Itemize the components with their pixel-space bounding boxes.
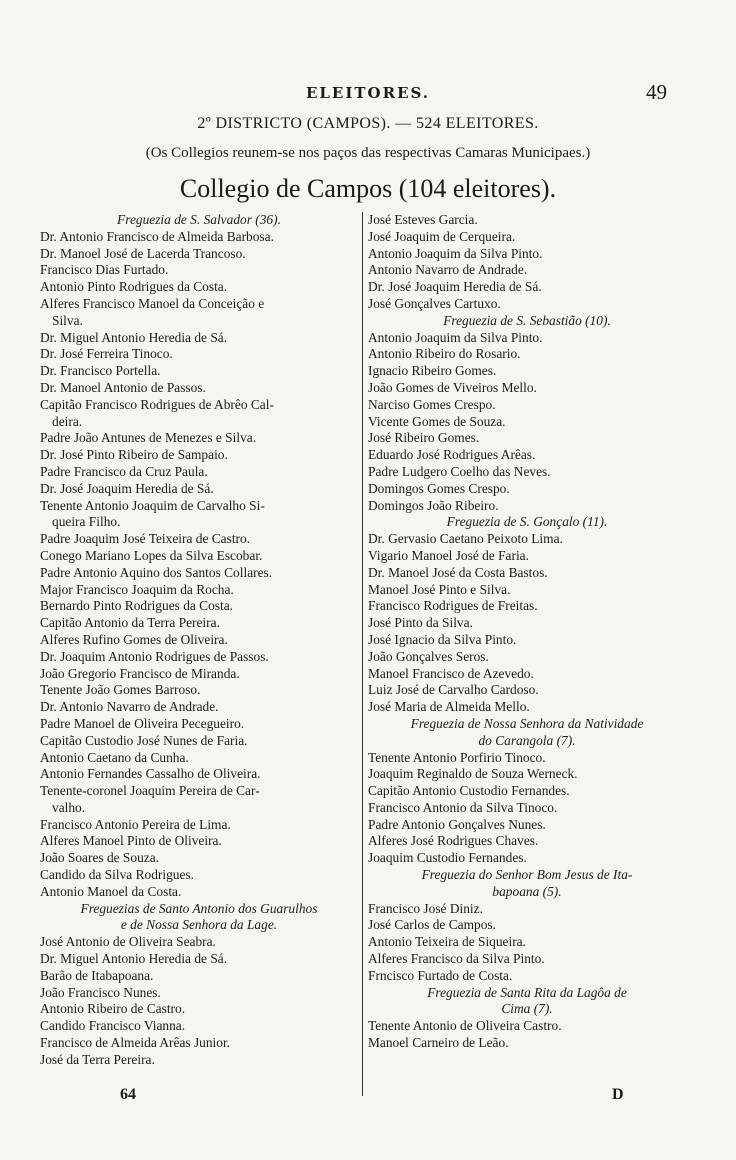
elector-name: João Gregorio Francisco de Miranda. xyxy=(40,665,240,681)
elector-name: Narciso Gomes Crespo. xyxy=(368,396,496,412)
elector-name: Domingos João Ribeiro. xyxy=(368,497,499,513)
elector-name: Dr. Miguel Antonio Heredia de Sá. xyxy=(40,329,228,345)
elector-name: Dr. Francisco Portella. xyxy=(40,363,161,379)
elector-name: Tenente Antonio Porfirio Tinoco. xyxy=(368,749,546,765)
elector-name: Frncisco Furtado de Costa. xyxy=(368,967,513,983)
elector-name: Francisco José Diniz. xyxy=(368,900,483,916)
elector-name: Major Francisco Joaquim da Rocha. xyxy=(40,581,234,597)
elector-name: Manoel Francisco de Azevedo. xyxy=(368,665,534,681)
elector-name-continued: queira Filho. xyxy=(52,514,121,530)
elector-name: Capitão Antonio da Terra Pereira. xyxy=(40,615,220,631)
elector-name: José Ignacio da Silva Pinto. xyxy=(368,631,517,647)
parish-heading: Freguezia de Santa Rita da Lagôa de xyxy=(427,984,627,1000)
elector-name: Francisco Antonio Pereira de Lima. xyxy=(40,816,231,832)
elector-name: Padre Joaquim José Teixeira de Castro. xyxy=(40,531,251,547)
elector-name: Dr. Gervasio Caetano Peixoto Lima. xyxy=(368,531,563,547)
elector-name: Dr. José Joaquim Heredia de Sá. xyxy=(40,480,214,496)
parish-heading: Freguezia de S. Salvador (36). xyxy=(117,212,281,227)
right-column xyxy=(362,212,686,1096)
elector-name: Dr. Manoel José de Lacerda Trancoso. xyxy=(40,245,246,261)
elector-name: Dr. José Ferreira Tinoco. xyxy=(40,346,173,362)
parish-heading: Freguezia de S. Gonçalo (11). xyxy=(446,514,608,530)
elector-name: Tenente Antonio de Oliveira Castro. xyxy=(368,1018,562,1034)
meeting-note: (Os Collegios reunem-se nos paços das respectivas Camaras Municipaes.) xyxy=(145,145,591,161)
elector-name: Alferes Francisco da Silva Pinto. xyxy=(368,951,545,967)
page-number: 49 xyxy=(646,80,667,104)
elector-name: Capitão Antonio Custodio Fernandes. xyxy=(368,783,570,799)
left-column xyxy=(40,212,358,1069)
signature-letter: D xyxy=(612,1086,624,1103)
elector-name: Padre Ludgero Coelho das Neves. xyxy=(368,463,551,479)
elector-name: Manoel Carneiro de Leão. xyxy=(368,1035,509,1051)
parish-heading: Freguezias de Santo Antonio dos Guarulhos xyxy=(80,900,318,916)
signature-number: 64 xyxy=(120,1086,136,1103)
parish-heading: Freguezia do Senhor Bom Jesus de Ita- xyxy=(421,867,633,883)
elector-name-continued: deira. xyxy=(52,413,83,429)
elector-name: José Ribeiro Gomes. xyxy=(368,430,480,446)
elector-name: Alferes José Rodrigues Chaves. xyxy=(368,833,539,849)
elector-name: João Francisco Nunes. xyxy=(40,984,161,1000)
page-header xyxy=(0,80,736,110)
elector-name: Eduardo José Rodrigues Arêas. xyxy=(368,447,536,463)
elector-name: Alferes Francisco Manoel da Conceição e xyxy=(40,295,265,311)
elector-name: Dr. José Pinto Ribeiro de Sampaio. xyxy=(40,447,228,463)
elector-name: Vigario Manoel José de Faria. xyxy=(368,547,529,563)
elector-name: João Soares de Souza. xyxy=(40,850,159,866)
elector-name: Padre Manoel de Oliveira Pecegueiro. xyxy=(40,715,245,731)
elector-name: Tenente Antonio Joaquim de Carvalho Si- xyxy=(40,497,265,513)
elector-name: Dr. José Joaquim Heredia de Sá. xyxy=(368,279,542,295)
elector-name: José Maria de Almeida Mello. xyxy=(368,699,530,715)
elector-name: Antonio Joaquim da Silva Pinto. xyxy=(368,245,543,261)
elector-name: Francisco Rodrigues de Freitas. xyxy=(368,598,538,614)
elector-name: Francisco Dias Furtado. xyxy=(40,262,169,278)
parish-heading-continued: Cima (7). xyxy=(501,1001,553,1017)
elector-name: José Gonçalves Cartuxo. xyxy=(368,295,501,311)
elector-name: Francisco Antonio da Silva Tinoco. xyxy=(368,799,558,815)
elector-name: Capitão Custodio José Nunes de Faria. xyxy=(40,732,248,748)
elector-name: José Esteves Garcia. xyxy=(368,212,478,227)
elector-name-continued: Silva. xyxy=(52,312,83,328)
elector-name: Antonio Fernandes Cassalho de Oliveira. xyxy=(40,766,261,782)
elector-name: Antonio Caetano da Cunha. xyxy=(40,749,189,765)
elector-name: Bernardo Pinto Rodrigues da Costa. xyxy=(40,598,234,614)
elector-name: Candido Francisco Vianna. xyxy=(40,1018,186,1034)
elector-name: Antonio Pinto Rodrigues da Costa. xyxy=(40,279,228,295)
district-heading: 2º DISTRICTO (CAMPOS). — 524 ELEITORES. xyxy=(197,115,539,132)
elector-name: João Gomes de Viveiros Mello. xyxy=(368,379,537,395)
elector-name: Padre Antonio Aquino dos Santos Collares. xyxy=(40,564,273,580)
elector-name: Dr. Antonio Francisco de Almeida Barbosa. xyxy=(40,228,274,244)
elector-name: Capitão Francisco Rodrigues de Abrêo Cal- xyxy=(40,396,274,412)
elector-name: José Antonio de Oliveira Seabra. xyxy=(40,934,216,950)
elector-name: Antonio Navarro de Andrade. xyxy=(368,262,528,278)
elector-name: Manoel José Pinto e Silva. xyxy=(368,581,511,597)
elector-name: Dr. Manoel José da Costa Bastos. xyxy=(368,564,548,580)
elector-name: Dr. Antonio Navarro de Andrade. xyxy=(40,699,219,715)
elector-name: Antonio Teixeira de Siqueira. xyxy=(368,934,526,950)
elector-name: José da Terra Pereira. xyxy=(40,1051,155,1067)
elector-name: Francisco de Almeida Arêas Junior. xyxy=(40,1035,231,1051)
elector-name: Tenente-coronel Joaquim Pereira de Car- xyxy=(40,783,260,799)
elector-name: Alferes Manoel Pinto de Oliveira. xyxy=(40,833,222,849)
elector-name: Candido da Silva Rodrigues. xyxy=(40,867,194,883)
elector-name: Ignacio Ribeiro Gomes. xyxy=(368,363,497,379)
elector-name: Antonio Ribeiro do Rosario. xyxy=(368,346,521,362)
elector-name: Luiz José de Carvalho Cardoso. xyxy=(368,682,539,698)
elector-name: José Carlos de Campos. xyxy=(368,917,496,933)
elector-name: Alferes Rufino Gomes de Oliveira. xyxy=(40,631,228,647)
elector-name: Domingos Gomes Crespo. xyxy=(368,480,510,496)
elector-name: Tenente João Gomes Barroso. xyxy=(40,682,201,698)
elector-name: Padre Francisco da Cruz Paula. xyxy=(40,463,208,479)
elector-name: Dr. Miguel Antonio Heredia de Sá. xyxy=(40,951,228,967)
parish-heading: Freguezia de S. Sebastião (10). xyxy=(443,312,611,328)
elector-name: José Joaquim de Cerqueira. xyxy=(368,228,516,244)
elector-name: Conego Mariano Lopes da Silva Escobar. xyxy=(40,547,263,563)
elector-name: Dr. Joaquim Antonio Rodrigues de Passos. xyxy=(40,648,269,664)
elector-name: Joaquim Custodio Fernandes. xyxy=(368,850,527,866)
elector-name: João Gonçalves Seros. xyxy=(368,648,489,664)
parish-heading-continued: bapoana (5). xyxy=(492,883,562,899)
parish-heading-continued: do Carangola (7). xyxy=(478,732,576,748)
elector-name: Joaquim Reginaldo de Souza Werneck. xyxy=(368,766,578,782)
elector-name: Barão de Itabapoana. xyxy=(40,967,154,983)
elector-name: Vicente Gomes de Souza. xyxy=(368,413,506,429)
elector-name: Padre Antonio Gonçalves Nunes. xyxy=(368,816,546,832)
elector-name: Padre João Antunes de Menezes e Silva. xyxy=(40,430,257,446)
college-title: Collegio de Campos (104 eleitores). xyxy=(179,174,557,203)
elector-name: Antonio Ribeiro de Castro. xyxy=(40,1001,186,1017)
running-title: ELEITORES. xyxy=(305,84,431,102)
elector-name-continued: valho. xyxy=(52,799,86,815)
elector-name: Antonio Joaquim da Silva Pinto. xyxy=(368,329,543,345)
parish-heading: Freguezia de Nossa Senhora da Natividade xyxy=(410,715,644,731)
elector-name: Dr. Manoel Antonio de Passos. xyxy=(40,379,206,395)
parish-heading-continued: e de Nossa Senhora da Lage. xyxy=(120,917,278,933)
elector-name: Antonio Manoel da Costa. xyxy=(40,883,182,899)
elector-name: José Pinto da Silva. xyxy=(368,615,473,631)
